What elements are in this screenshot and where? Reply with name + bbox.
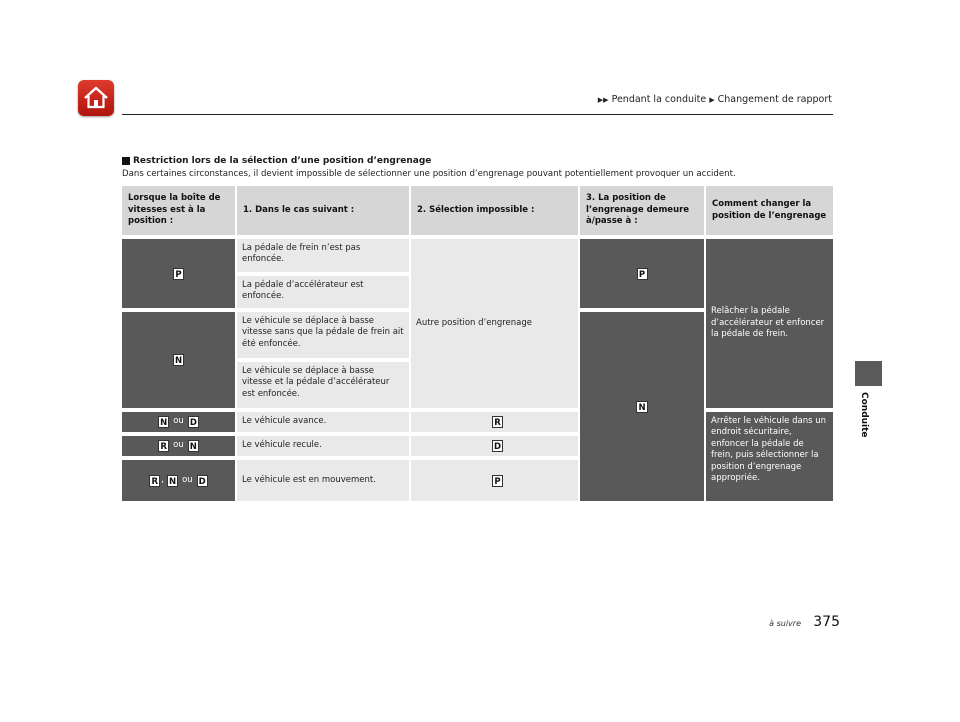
gear-badge-d: D [198,476,206,487]
breadcrumb-arrow-icon: ▶ [709,95,715,104]
gear-badge-n: N [168,476,177,487]
section-intro: Dans certaines circonstances, il devient impossible de sélectionner une position d’engrenage pouvant potentiellement provoquer un accident. [122,169,736,179]
case-cell: La pédale d’accélérateur est enfoncée. [237,276,409,308]
breadcrumb [598,94,832,105]
result-cell-p [580,239,704,308]
case-cell: La pédale de frein n’est pas enfoncée. [237,239,409,272]
impossible-cell [411,436,578,456]
page-number: 375 [813,614,840,630]
gear-badge-p: P [173,268,184,280]
gear-badge-r: R [158,440,169,452]
case-cell: Le véhicule est en mouvement. [237,460,409,501]
gear-badge-r: R [492,416,503,428]
gear-badge-n: N [160,418,168,428]
gear-badge-n: N [174,356,183,366]
gear-badge-n: N [189,442,197,452]
gear-badge-d: D [189,418,197,428]
table-header-cell: 2. Sélection impossible : [411,186,578,235]
case-cell: Le véhicule se déplace à basse vitesse sans que la pédale de frein ait été enfoncée. [237,312,409,358]
side-tab-marker[interactable] [855,361,882,386]
impossible-cell [411,412,578,432]
breadcrumb-arrow-icon: ▶▶ [597,95,609,104]
table-header-cell: Lorsque la boîte de vitesses est à la position : [122,186,235,235]
position-cell-r-or-n [122,436,235,456]
table-header-cell: Comment changer la position de l’engrenage [706,186,833,235]
breadcrumb-item[interactable]: Changement de rapport [717,94,832,105]
gear-badge-d: D [494,442,502,452]
gear-badge-p: P [637,268,648,280]
header-divider [122,114,833,115]
case-cell: Le véhicule avance. [237,412,409,432]
position-cell-n-or-d [122,412,235,432]
side-tab-label: Conduite [859,392,869,438]
gear-badge-r: R [149,475,160,487]
impossible-cell: Autre position d’engrenage [411,239,578,408]
impossible-cell [411,460,578,501]
section-title-text: Restriction lors de la sélection d’une position d’engrenage [133,156,432,166]
case-cell: Le véhicule se déplace à basse vitesse et la pédale d’accélérateur est enfoncée. [237,362,409,408]
position-cell-n [122,312,235,408]
breadcrumb-item[interactable]: Pendant la conduite [611,94,707,105]
joiner-text: ou [182,474,193,485]
continue-label: à suivre [769,619,801,628]
table-header-cell: 3. La position de l’engrenage demeure à/passe à : [580,186,704,235]
remedy-cell: Relâcher la pédale d’accélérateur et enfoncer la pédale de frein. [706,239,833,408]
position-cell-r-n-or-d [122,460,235,501]
home-icon [83,86,109,110]
gear-badge-p: P [492,475,503,487]
remedy-cell: Arrêter le véhicule dans un endroit sécuritaire, enfoncer la pédale de frein, puis sélectionner la position d’engrenage appropriée. [706,412,833,501]
joiner-text: ou [173,440,184,451]
result-cell-n [580,312,704,501]
home-button[interactable] [78,80,114,116]
table-header-cell: 1. Dans le cas suivant : [237,186,409,235]
position-cell-p [122,239,235,308]
square-bullet-icon [122,157,130,165]
gear-badge-n: N [638,402,646,413]
case-cell: Le véhicule recule. [237,436,409,456]
section-title [122,156,431,166]
joiner-text: , [161,474,164,485]
joiner-text: ou [173,416,184,427]
